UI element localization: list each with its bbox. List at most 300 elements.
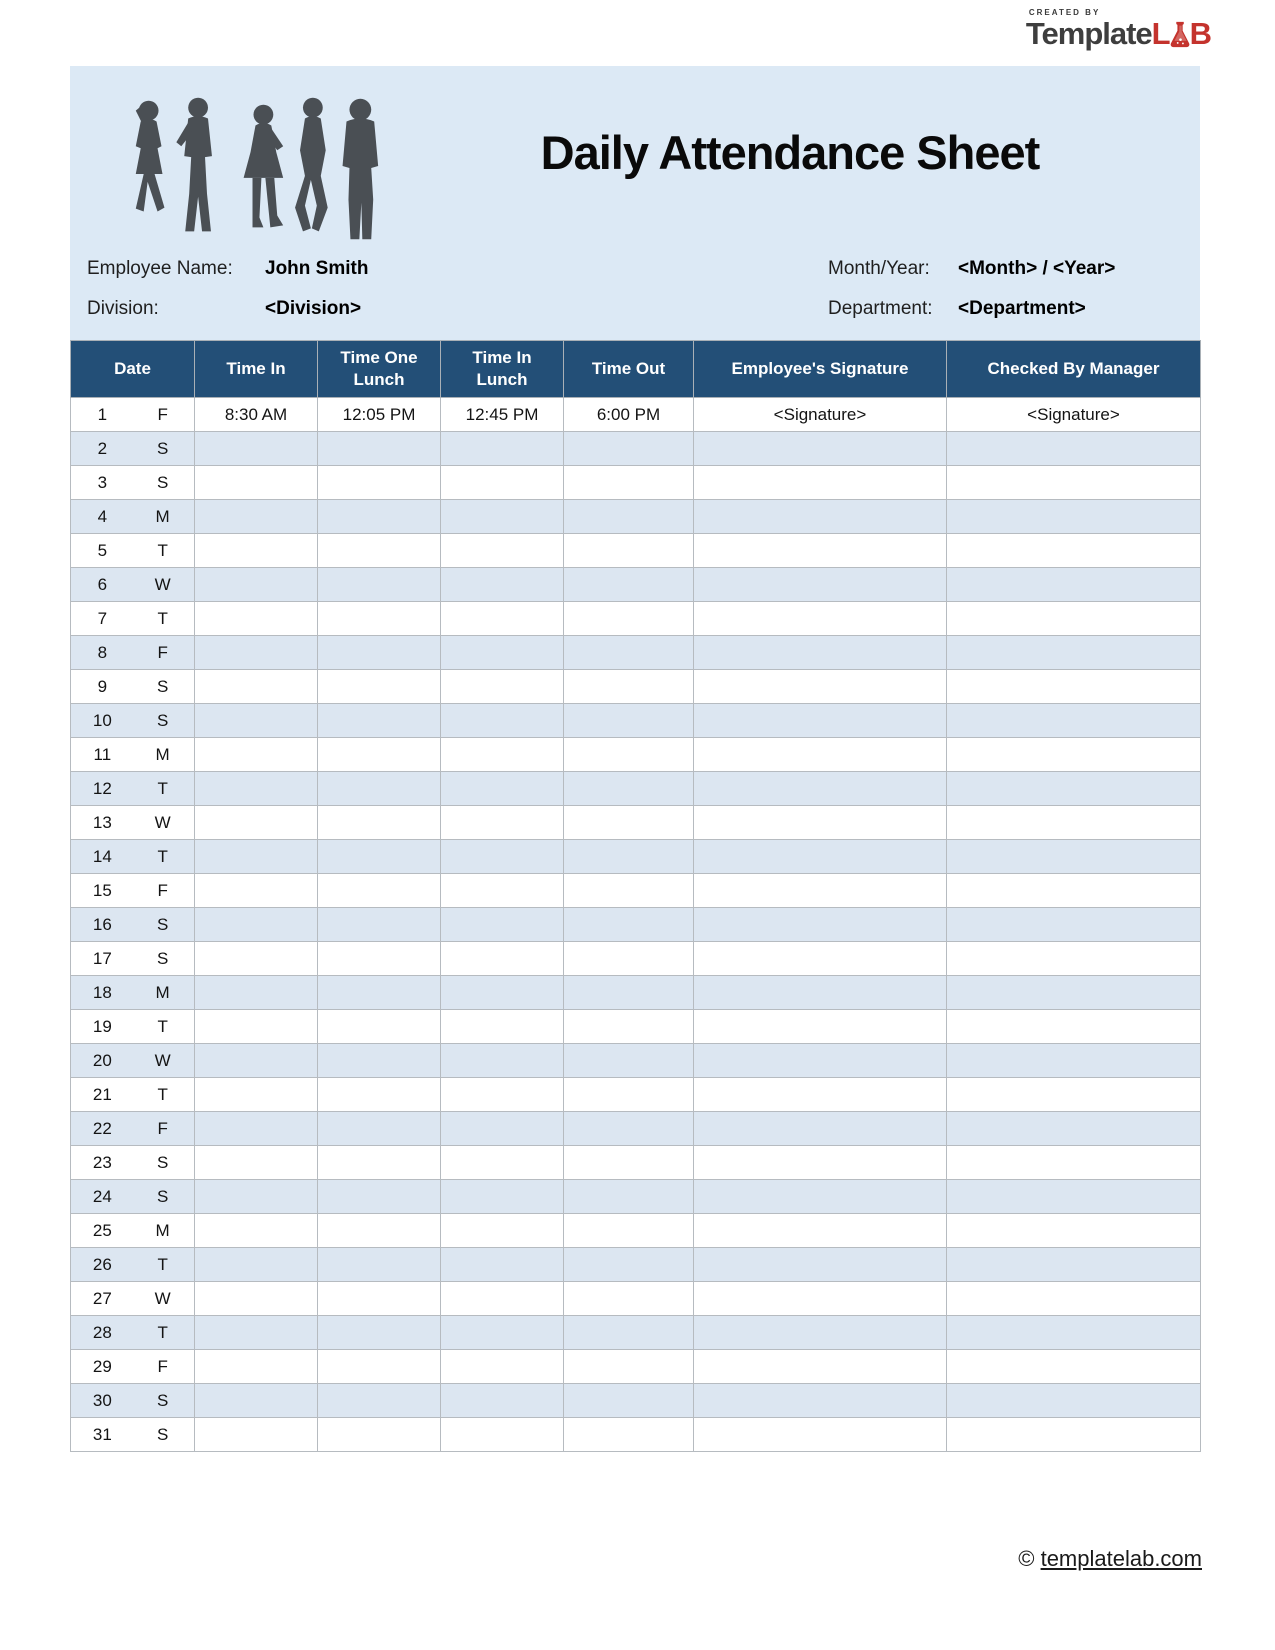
time-one-lunch-cell[interactable] xyxy=(318,738,441,772)
date-cell xyxy=(71,1316,195,1350)
date-cell xyxy=(71,738,195,772)
time-in-cell[interactable] xyxy=(195,772,318,806)
employee-signature-cell[interactable] xyxy=(694,1112,947,1146)
table-row xyxy=(71,1044,1201,1078)
weekday-letter: M xyxy=(155,983,170,1002)
time-in-cell[interactable] xyxy=(195,976,318,1010)
time-out-cell[interactable] xyxy=(564,1112,694,1146)
weekday-letter: T xyxy=(157,1323,168,1342)
time-in-lunch-cell[interactable] xyxy=(441,1180,564,1214)
time-one-lunch-cell[interactable] xyxy=(318,568,441,602)
time-out-cell[interactable] xyxy=(564,1350,694,1384)
time-one-lunch-cell[interactable] xyxy=(318,1282,441,1316)
checked-by-manager-cell[interactable] xyxy=(947,806,1201,840)
day-number: 19 xyxy=(92,1017,112,1036)
time-out-cell[interactable] xyxy=(564,1146,694,1180)
time-in-lunch-cell[interactable] xyxy=(441,908,564,942)
employee-signature-cell[interactable] xyxy=(694,1282,947,1316)
attendance-table-body xyxy=(71,398,1201,1452)
checked-by-manager-cell[interactable] xyxy=(947,942,1201,976)
employee-signature-cell[interactable] xyxy=(694,1418,947,1452)
date-cell xyxy=(71,840,195,874)
time-one-lunch-cell[interactable] xyxy=(318,976,441,1010)
time-one-lunch-cell[interactable] xyxy=(318,1316,441,1350)
weekday-letter: T xyxy=(157,609,168,628)
time-in-cell[interactable] xyxy=(195,704,318,738)
weekday-letter: S xyxy=(156,439,169,458)
time-in-cell[interactable] xyxy=(195,1418,318,1452)
time-out-cell[interactable] xyxy=(564,500,694,534)
time-out-cell[interactable] xyxy=(564,1180,694,1214)
time-one-lunch-cell[interactable] xyxy=(318,1350,441,1384)
time-one-lunch-cell[interactable] xyxy=(318,432,441,466)
brand-lab-l: L xyxy=(1151,16,1170,51)
checked-by-manager-cell[interactable] xyxy=(947,1112,1201,1146)
division-value[interactable]: <Division> xyxy=(265,298,362,319)
time-out-cell[interactable] xyxy=(564,1282,694,1316)
table-row xyxy=(71,1078,1201,1112)
time-in-lunch-cell[interactable] xyxy=(441,1078,564,1112)
day-number: 21 xyxy=(92,1085,112,1104)
day-number: 16 xyxy=(92,915,112,934)
employee-signature-cell[interactable] xyxy=(694,636,947,670)
time-one-lunch-cell[interactable] xyxy=(318,704,441,738)
time-out-cell[interactable] xyxy=(564,772,694,806)
time-in-lunch-cell[interactable] xyxy=(441,942,564,976)
checked-by-manager-cell[interactable] xyxy=(947,1418,1201,1452)
brand-lab-text xyxy=(1152,18,1211,49)
brand-lab-b: B xyxy=(1189,16,1211,51)
table-row xyxy=(71,398,1201,432)
date-cell xyxy=(71,772,195,806)
date-cell xyxy=(71,1112,195,1146)
employee-signature-cell[interactable] xyxy=(694,1044,947,1078)
day-number: 7 xyxy=(97,609,108,628)
day-number: 10 xyxy=(92,711,112,730)
time-in-cell[interactable]: 8:30 AM xyxy=(195,398,318,432)
column-header-time-out: Time Out xyxy=(564,341,694,398)
day-number: 1 xyxy=(97,405,108,424)
weekday-letter: M xyxy=(155,745,170,764)
time-in-lunch-cell[interactable] xyxy=(441,738,564,772)
time-in-cell[interactable] xyxy=(195,1112,318,1146)
weekday-letter: M xyxy=(155,1221,170,1240)
time-in-cell[interactable] xyxy=(195,1146,318,1180)
time-in-lunch-cell[interactable] xyxy=(441,1146,564,1180)
employee-signature-cell[interactable] xyxy=(694,466,947,500)
footer xyxy=(1018,1546,1202,1572)
checked-by-manager-cell[interactable] xyxy=(947,1214,1201,1248)
time-in-cell[interactable] xyxy=(195,1044,318,1078)
time-in-cell[interactable] xyxy=(195,1010,318,1044)
day-number: 17 xyxy=(92,949,112,968)
employee-signature-cell[interactable]: <Signature> xyxy=(694,398,947,432)
checked-by-manager-cell[interactable] xyxy=(947,534,1201,568)
weekday-letter: T xyxy=(157,1255,168,1274)
checked-by-manager-cell[interactable] xyxy=(947,976,1201,1010)
checked-by-manager-cell[interactable] xyxy=(947,1180,1201,1214)
employee-signature-cell[interactable] xyxy=(694,432,947,466)
employee-signature-cell[interactable] xyxy=(694,908,947,942)
time-in-cell[interactable] xyxy=(195,1316,318,1350)
time-out-cell[interactable] xyxy=(564,806,694,840)
employee-signature-cell[interactable] xyxy=(694,1248,947,1282)
day-number: 18 xyxy=(92,983,112,1002)
checked-by-manager-cell[interactable]: <Signature> xyxy=(947,398,1201,432)
templatelab-logo-link[interactable] xyxy=(1026,8,1211,49)
month-year-value[interactable]: <Month> / <Year> xyxy=(958,258,1116,279)
time-in-lunch-cell[interactable] xyxy=(441,1248,564,1282)
date-cell xyxy=(71,874,195,908)
time-out-cell[interactable] xyxy=(564,1214,694,1248)
time-in-lunch-cell[interactable] xyxy=(441,432,564,466)
table-row xyxy=(71,1248,1201,1282)
time-one-lunch-cell[interactable] xyxy=(318,500,441,534)
time-out-cell[interactable] xyxy=(564,1248,694,1282)
time-in-lunch-cell[interactable] xyxy=(441,704,564,738)
date-cell xyxy=(71,1418,195,1452)
column-header-employee-s-signature: Employee's Signature xyxy=(694,341,947,398)
day-number: 5 xyxy=(97,541,108,560)
time-in-lunch-cell[interactable]: 12:45 PM xyxy=(441,398,564,432)
weekday-letter: S xyxy=(156,1187,169,1206)
checked-by-manager-cell[interactable] xyxy=(947,738,1201,772)
time-out-cell[interactable] xyxy=(564,1078,694,1112)
time-in-cell[interactable] xyxy=(195,1384,318,1418)
employee-signature-cell[interactable] xyxy=(694,1316,947,1350)
date-cell xyxy=(71,806,195,840)
table-row xyxy=(71,942,1201,976)
date-cell xyxy=(71,1078,195,1112)
date-cell xyxy=(71,670,195,704)
checked-by-manager-cell[interactable] xyxy=(947,670,1201,704)
time-in-cell[interactable] xyxy=(195,908,318,942)
time-one-lunch-cell[interactable] xyxy=(318,908,441,942)
day-number: 6 xyxy=(97,575,108,594)
time-one-lunch-cell[interactable] xyxy=(318,1044,441,1078)
date-cell xyxy=(71,534,195,568)
time-in-cell[interactable] xyxy=(195,534,318,568)
department-label: Department: xyxy=(828,298,933,319)
time-out-cell[interactable]: 6:00 PM xyxy=(564,398,694,432)
attendance-table xyxy=(70,340,1201,1452)
checked-by-manager-cell[interactable] xyxy=(947,908,1201,942)
weekday-letter: F xyxy=(157,405,168,424)
time-in-cell[interactable] xyxy=(195,806,318,840)
weekday-letter: S xyxy=(156,1425,169,1444)
header-banner xyxy=(70,66,1200,340)
checked-by-manager-cell[interactable] xyxy=(947,500,1201,534)
date-cell xyxy=(71,398,195,432)
date-cell xyxy=(71,432,195,466)
weekday-letter: S xyxy=(156,949,169,968)
time-out-cell[interactable] xyxy=(564,704,694,738)
time-in-lunch-cell[interactable] xyxy=(441,1044,564,1078)
time-in-lunch-cell[interactable] xyxy=(441,466,564,500)
employee-name-label: Employee Name: xyxy=(87,258,233,279)
time-in-lunch-cell[interactable] xyxy=(441,1112,564,1146)
time-in-lunch-cell[interactable] xyxy=(441,636,564,670)
time-in-lunch-cell[interactable] xyxy=(441,534,564,568)
employee-signature-cell[interactable] xyxy=(694,1350,947,1384)
checked-by-manager-cell[interactable] xyxy=(947,432,1201,466)
checked-by-manager-cell[interactable] xyxy=(947,1316,1201,1350)
time-out-cell[interactable] xyxy=(564,942,694,976)
time-in-cell[interactable] xyxy=(195,1350,318,1384)
table-row xyxy=(71,1180,1201,1214)
employee-name-value[interactable]: John Smith xyxy=(265,258,369,279)
time-out-cell[interactable] xyxy=(564,636,694,670)
table-row xyxy=(71,1010,1201,1044)
employee-signature-cell[interactable] xyxy=(694,704,947,738)
date-cell xyxy=(71,908,195,942)
time-in-lunch-cell[interactable] xyxy=(441,1010,564,1044)
column-header-time-one-lunch: Time One Lunch xyxy=(318,341,441,398)
time-in-cell[interactable] xyxy=(195,874,318,908)
employee-signature-cell[interactable] xyxy=(694,670,947,704)
time-out-cell[interactable] xyxy=(564,1384,694,1418)
weekday-letter: T xyxy=(157,779,168,798)
employee-signature-cell[interactable] xyxy=(694,1384,947,1418)
employee-signature-cell[interactable] xyxy=(694,1010,947,1044)
time-in-lunch-cell[interactable] xyxy=(441,1384,564,1418)
time-in-cell[interactable] xyxy=(195,636,318,670)
time-out-cell[interactable] xyxy=(564,432,694,466)
time-in-cell[interactable] xyxy=(195,568,318,602)
employee-signature-cell[interactable] xyxy=(694,874,947,908)
time-in-lunch-cell[interactable] xyxy=(441,1214,564,1248)
date-cell xyxy=(71,1044,195,1078)
employee-signature-cell[interactable] xyxy=(694,840,947,874)
table-row xyxy=(71,874,1201,908)
weekday-letter: W xyxy=(154,813,171,832)
time-in-lunch-cell[interactable] xyxy=(441,1350,564,1384)
table-row xyxy=(71,1418,1201,1452)
flask-icon xyxy=(1170,21,1191,49)
date-cell xyxy=(71,1282,195,1316)
table-row xyxy=(71,636,1201,670)
time-out-cell[interactable] xyxy=(564,670,694,704)
employee-signature-cell[interactable] xyxy=(694,568,947,602)
time-one-lunch-cell[interactable] xyxy=(318,534,441,568)
time-in-cell[interactable] xyxy=(195,738,318,772)
day-number: 4 xyxy=(97,507,108,526)
table-row xyxy=(71,908,1201,942)
weekday-letter: T xyxy=(157,541,168,560)
time-one-lunch-cell[interactable] xyxy=(318,1010,441,1044)
weekday-letter: T xyxy=(157,1017,168,1036)
time-in-cell[interactable] xyxy=(195,1180,318,1214)
day-number: 2 xyxy=(97,439,108,458)
employee-signature-cell[interactable] xyxy=(694,1214,947,1248)
time-in-lunch-cell[interactable] xyxy=(441,1316,564,1350)
day-number: 30 xyxy=(92,1391,112,1410)
time-one-lunch-cell[interactable] xyxy=(318,942,441,976)
time-in-cell[interactable] xyxy=(195,466,318,500)
checked-by-manager-cell[interactable] xyxy=(947,874,1201,908)
day-number: 26 xyxy=(92,1255,112,1274)
employee-signature-cell[interactable] xyxy=(694,602,947,636)
time-out-cell[interactable] xyxy=(564,1316,694,1350)
day-number: 29 xyxy=(92,1357,112,1376)
time-in-lunch-cell[interactable] xyxy=(441,1418,564,1452)
day-number: 24 xyxy=(92,1187,112,1206)
table-row xyxy=(71,772,1201,806)
time-out-cell[interactable] xyxy=(564,1044,694,1078)
time-in-lunch-cell[interactable] xyxy=(441,568,564,602)
time-in-lunch-cell[interactable] xyxy=(441,670,564,704)
day-number: 28 xyxy=(92,1323,112,1342)
date-cell xyxy=(71,1146,195,1180)
checked-by-manager-cell[interactable] xyxy=(947,568,1201,602)
time-one-lunch-cell[interactable] xyxy=(318,1180,441,1214)
date-cell xyxy=(71,602,195,636)
time-in-cell[interactable] xyxy=(195,670,318,704)
day-number: 23 xyxy=(92,1153,112,1172)
weekday-letter: S xyxy=(156,473,169,492)
time-one-lunch-cell[interactable] xyxy=(318,806,441,840)
time-in-lunch-cell[interactable] xyxy=(441,874,564,908)
time-one-lunch-cell[interactable] xyxy=(318,874,441,908)
time-one-lunch-cell[interactable] xyxy=(318,466,441,500)
time-out-cell[interactable] xyxy=(564,602,694,636)
table-row xyxy=(71,432,1201,466)
time-one-lunch-cell[interactable] xyxy=(318,1214,441,1248)
time-in-lunch-cell[interactable] xyxy=(441,976,564,1010)
checked-by-manager-cell[interactable] xyxy=(947,1282,1201,1316)
employee-signature-cell[interactable] xyxy=(694,1078,947,1112)
time-in-lunch-cell[interactable] xyxy=(441,806,564,840)
time-in-lunch-cell[interactable] xyxy=(441,840,564,874)
table-row xyxy=(71,1384,1201,1418)
time-one-lunch-cell[interactable] xyxy=(318,1078,441,1112)
checked-by-manager-cell[interactable] xyxy=(947,772,1201,806)
weekday-letter: S xyxy=(156,711,169,730)
day-number: 12 xyxy=(92,779,112,798)
templatelab-footer-link[interactable]: templatelab.com xyxy=(1040,1546,1202,1571)
time-out-cell[interactable] xyxy=(564,568,694,602)
time-out-cell[interactable] xyxy=(564,908,694,942)
day-number: 14 xyxy=(92,847,112,866)
day-number: 25 xyxy=(92,1221,112,1240)
checked-by-manager-cell[interactable] xyxy=(947,1010,1201,1044)
time-out-cell[interactable] xyxy=(564,840,694,874)
column-header-checked-by-manager: Checked By Manager xyxy=(947,341,1201,398)
day-number: 11 xyxy=(93,745,112,764)
employee-signature-cell[interactable] xyxy=(694,806,947,840)
time-in-lunch-cell[interactable] xyxy=(441,772,564,806)
date-cell xyxy=(71,500,195,534)
weekday-letter: F xyxy=(157,881,168,900)
date-cell xyxy=(71,1248,195,1282)
checked-by-manager-cell[interactable] xyxy=(947,466,1201,500)
time-one-lunch-cell[interactable]: 12:05 PM xyxy=(318,398,441,432)
time-in-cell[interactable] xyxy=(195,1282,318,1316)
checked-by-manager-cell[interactable] xyxy=(947,840,1201,874)
employee-signature-cell[interactable] xyxy=(694,772,947,806)
time-in-cell[interactable] xyxy=(195,500,318,534)
time-out-cell[interactable] xyxy=(564,976,694,1010)
column-header-time-in: Time In xyxy=(195,341,318,398)
date-cell xyxy=(71,704,195,738)
employee-signature-cell[interactable] xyxy=(694,942,947,976)
checked-by-manager-cell[interactable] xyxy=(947,1350,1201,1384)
weekday-letter: T xyxy=(157,847,168,866)
time-one-lunch-cell[interactable] xyxy=(318,840,441,874)
month-year-label: Month/Year: xyxy=(828,258,930,279)
division-label: Division: xyxy=(87,298,159,319)
time-in-cell[interactable] xyxy=(195,602,318,636)
time-one-lunch-cell[interactable] xyxy=(318,670,441,704)
date-cell xyxy=(71,976,195,1010)
time-in-lunch-cell[interactable] xyxy=(441,602,564,636)
date-cell xyxy=(71,1180,195,1214)
checked-by-manager-cell[interactable] xyxy=(947,602,1201,636)
date-cell xyxy=(71,1214,195,1248)
column-header-date: Date xyxy=(71,341,195,398)
checked-by-manager-cell[interactable] xyxy=(947,1044,1201,1078)
employee-signature-cell[interactable] xyxy=(694,738,947,772)
time-one-lunch-cell[interactable] xyxy=(318,1248,441,1282)
time-out-cell[interactable] xyxy=(564,1010,694,1044)
employee-signature-cell[interactable] xyxy=(694,1146,947,1180)
time-one-lunch-cell[interactable] xyxy=(318,1112,441,1146)
time-in-cell[interactable] xyxy=(195,942,318,976)
checked-by-manager-cell[interactable] xyxy=(947,1146,1201,1180)
day-number: 8 xyxy=(97,643,108,662)
employee-signature-cell[interactable] xyxy=(694,534,947,568)
time-one-lunch-cell[interactable] xyxy=(318,1146,441,1180)
checked-by-manager-cell[interactable] xyxy=(947,1078,1201,1112)
time-in-lunch-cell[interactable] xyxy=(441,500,564,534)
copyright-symbol: © xyxy=(1018,1546,1035,1571)
time-one-lunch-cell[interactable] xyxy=(318,772,441,806)
checked-by-manager-cell[interactable] xyxy=(947,704,1201,738)
date-cell xyxy=(71,1384,195,1418)
people-silhouettes-image xyxy=(115,94,392,244)
employee-signature-cell[interactable] xyxy=(694,500,947,534)
time-out-cell[interactable] xyxy=(564,1418,694,1452)
brand-template-text: Template xyxy=(1025,16,1152,51)
table-row xyxy=(71,1282,1201,1316)
weekday-letter: M xyxy=(155,507,170,526)
department-value[interactable]: <Department> xyxy=(958,298,1086,319)
time-in-lunch-cell[interactable] xyxy=(441,1282,564,1316)
time-out-cell[interactable] xyxy=(564,466,694,500)
checked-by-manager-cell[interactable] xyxy=(947,1384,1201,1418)
time-out-cell[interactable] xyxy=(564,534,694,568)
weekday-letter: W xyxy=(154,1289,171,1308)
checked-by-manager-cell[interactable] xyxy=(947,636,1201,670)
time-in-cell[interactable] xyxy=(195,840,318,874)
brand-wordmark xyxy=(1026,18,1211,49)
time-in-cell[interactable] xyxy=(195,1078,318,1112)
time-one-lunch-cell[interactable] xyxy=(318,602,441,636)
employee-signature-cell[interactable] xyxy=(694,976,947,1010)
time-one-lunch-cell[interactable] xyxy=(318,1418,441,1452)
time-in-cell[interactable] xyxy=(195,1214,318,1248)
employee-signature-cell[interactable] xyxy=(694,1180,947,1214)
time-out-cell[interactable] xyxy=(564,874,694,908)
checked-by-manager-cell[interactable] xyxy=(947,1248,1201,1282)
weekday-letter: W xyxy=(154,575,171,594)
time-in-cell[interactable] xyxy=(195,1248,318,1282)
weekday-letter: F xyxy=(157,1357,168,1376)
time-in-cell[interactable] xyxy=(195,432,318,466)
time-one-lunch-cell[interactable] xyxy=(318,1384,441,1418)
time-one-lunch-cell[interactable] xyxy=(318,636,441,670)
time-out-cell[interactable] xyxy=(564,738,694,772)
